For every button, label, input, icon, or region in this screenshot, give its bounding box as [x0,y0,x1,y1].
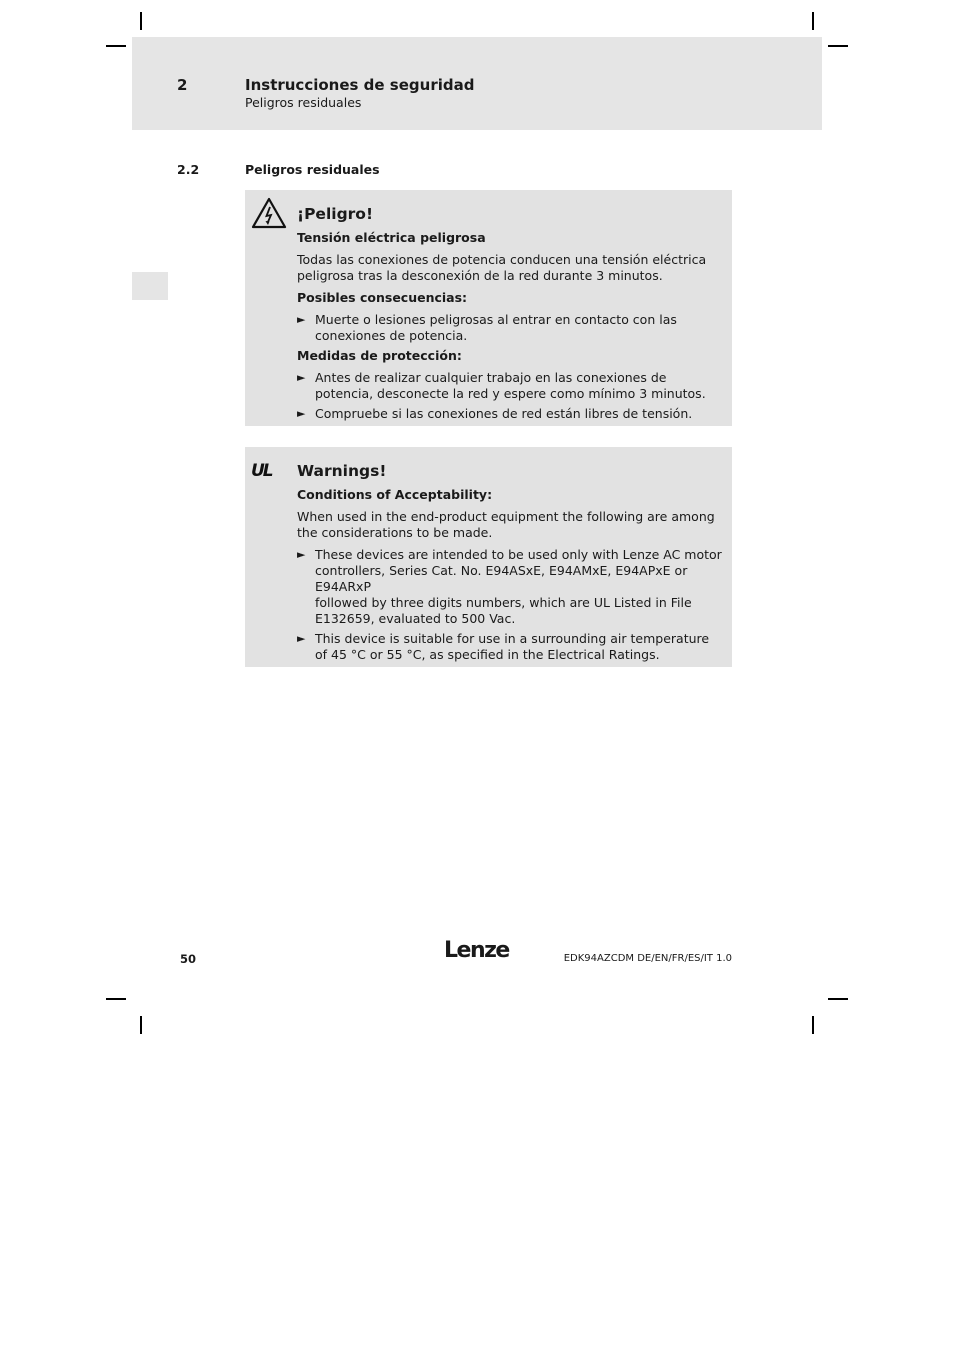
lenze-logo: Lenze [444,938,509,963]
ul-title: Warnings! [297,462,387,480]
chapter-number: 2 [177,76,188,94]
section-number: 2.2 [177,162,200,177]
list-item: ► Antes de realizar cualquier trabajo en las conexiones de potencia, desconecte la red y espere como mínimo 3 minutos. [297,370,722,402]
measures-heading: Medidas de protección: [297,348,462,363]
consequences-heading: Posibles consecuencias: [297,290,468,305]
danger-title: ¡Peligro! [297,205,374,223]
crop-mark [106,45,126,47]
crop-mark [106,998,126,1000]
list-item: ► Muerte o lesiones peligrosas al entrar en contacto con las conexiones de potencia. [297,312,722,344]
side-tab-marker [132,272,168,300]
electrical-hazard-icon [251,197,287,233]
ul-conditions-list [297,547,722,663]
crop-mark [140,1016,142,1034]
section-title: Peligros residuales [245,162,380,177]
danger-subtitle: Tensión eléctrica peligrosa [297,230,486,245]
chapter-title: Instrucciones de seguridad [245,76,475,94]
danger-description: Todas las conexiones de potencia conducen una tensión eléctrica peligrosa tras la desconexión de la red durante 3 minutos. [297,252,707,283]
ul-description: When used in the end-product equipment the following are among the considerations to be made. [297,509,715,540]
svg-text:UL: UL [251,461,272,479]
ul-warning-note [245,447,732,667]
measures-list [297,370,722,422]
list-item: ► Compruebe si las conexiones de red están libres de tensión. [297,406,722,422]
page-number: 50 [180,952,197,966]
chapter-header-band [132,37,822,130]
chapter-subtitle: Peligros residuales [245,95,362,110]
consequences-list [297,312,722,344]
crop-mark [812,12,814,30]
list-item [297,631,722,663]
document-id: EDK94AZCDM DE/EN/FR/ES/IT 1.0 [563,953,732,964]
crop-mark [812,1016,814,1034]
list-item-line: ► These devices are intended to be used only with Lenze AC motor controllers, Series Cat. No. E94ASxE, E94AMxE, E94APxE or E94ARxP [315,547,722,594]
crop-mark [140,12,142,30]
danger-note [245,190,732,426]
ul-subtitle: Conditions of Acceptability: [297,487,493,502]
crop-mark [828,45,848,47]
list-item-line: followed by three digits numbers, which are UL Listed in File E132659, evaluated to 500 Vac. [315,595,692,626]
crop-mark [828,998,848,1000]
ul-mark-icon [251,461,277,483]
list-item-line: ► This device is suitable for use in a surrounding air temperature of 45 °C or 55 °C, as specified in the Electrical Ratings. [315,631,710,662]
list-item [297,547,722,627]
